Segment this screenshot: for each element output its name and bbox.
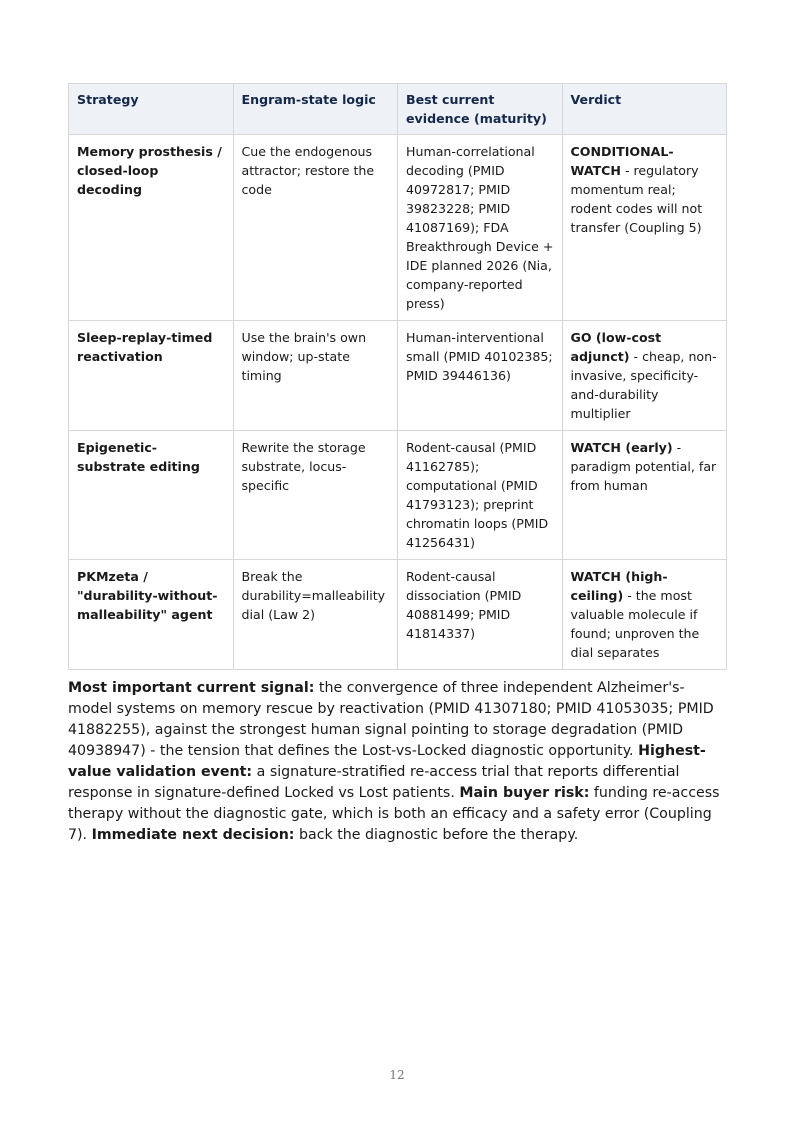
evidence-cell: Rodent-causal dissociation (PMID 40881499; PMID 41814337) [398,560,563,670]
risk-text: funding re-access therapy without the diagnostic gate, which is both an efficacy and a safety error (Coupling 7). [68,785,720,843]
header-engram-logic: Engram-state logic [233,84,398,135]
decision-text: back the diagnostic before the therapy. [294,827,579,843]
verdict-text: - cheap, non-invasive, specificity-and-durability multiplier [570,349,717,421]
evidence-cell: Human-interventional small (PMID 40102385; PMID 39446136) [398,321,563,431]
strategy-cell: Epigenetic-substrate editing [69,431,234,560]
strategy-table [68,83,727,670]
logic-cell: Use the brain's own window; up-state timing [233,321,398,431]
page-content [68,83,726,860]
header-strategy: Strategy [69,84,234,135]
validation-text: a signature-stratified re-access trial that reports differential response in signature-defined Locked vs Lost patients. [68,764,680,801]
table-row [69,135,727,321]
strategy-cell: Memory prosthesis / closed-loop decoding [69,135,234,321]
verdict-cell [562,431,727,560]
table-row [69,560,727,670]
signal-label: Most important current signal: [68,680,315,696]
summary-paragraph [68,678,726,846]
table-row [69,431,727,560]
evidence-cell: Human-correlational decoding (PMID 40972817; PMID 39823228; PMID 41087169); FDA Breakthrough Device + IDE planned 2026 (Nia, company-reported press) [398,135,563,321]
verdict-text: - regulatory momentum real; rodent codes will not transfer (Coupling 5) [570,163,703,235]
logic-cell: Rewrite the storage substrate, locus-specific [233,431,398,560]
verdict-cell [562,560,727,670]
table-row [69,321,727,431]
strategy-cell: PKMzeta / "durability-without-malleability" agent [69,560,234,670]
verdict-label: GO (low-cost adjunct) [570,330,662,364]
decision-label: Immediate next decision: [91,827,295,843]
page-number: 12 [389,1068,405,1082]
table-header-row [69,84,727,135]
signal-text: the convergence of three independent Alzheimer's-model systems on memory rescue by reactivation (PMID 41307180; PMID 41053035; PMID 41882255), against the strongest human signal pointing to storage degradation (PMID 40938947) - the tension that defines the Lost-vs-Locked diagnostic opportunity. [68,680,714,759]
strategy-cell: Sleep-replay-timed reactivation [69,321,234,431]
verdict-text: - paradigm potential, far from human [570,440,717,493]
verdict-label: WATCH (early) [570,440,673,455]
verdict-text: - the most valuable molecule if found; unproven the dial separates [570,588,700,660]
verdict-label: WATCH (high-ceiling) [570,569,668,603]
verdict-cell [562,135,727,321]
logic-cell: Cue the endogenous attractor; restore the code [233,135,398,321]
verdict-label: CONDITIONAL-WATCH [570,144,674,178]
validation-label: Highest-value validation event: [68,743,706,780]
verdict-cell [562,321,727,431]
logic-cell: Break the durability=malleability dial (Law 2) [233,560,398,670]
header-evidence: Best current evidence (maturity) [398,84,563,135]
header-verdict: Verdict [562,84,727,135]
evidence-cell: Rodent-causal (PMID 41162785); computational (PMID 41793123); preprint chromatin loops (PMID 41256431) [398,431,563,560]
risk-label: Main buyer risk: [459,785,590,801]
